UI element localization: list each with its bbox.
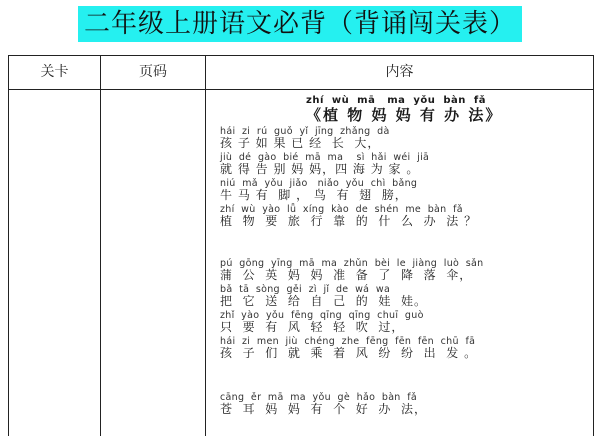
page-title: 二年级上册语文必背（背诵闯关表） xyxy=(78,6,522,42)
line-hanzi: 孩 子 们 就 乘 着 风 纷 纷 出 发 。 xyxy=(220,346,478,360)
line-pinyin: jiù dé gào bié mā ma sì hǎi wéi jiā xyxy=(220,152,430,163)
line-hanzi: 植 物 要 旅 行 靠 的 什 么 办 法 ？ xyxy=(220,214,478,228)
line-hanzi: 把 它 送 给 自 己 的 娃 娃。 xyxy=(220,294,428,308)
column-divider xyxy=(100,56,101,436)
line-hanzi: 只 要 有 风 轻 轻 吹 过， xyxy=(220,320,405,334)
recitation-table xyxy=(8,55,594,436)
line-pinyin: hái zi rú guǒ yǐ jīng zhǎng dà xyxy=(220,126,390,137)
line-pinyin: hái zi men jiù chéng zhe fēng fēn fēn chū fā xyxy=(220,336,476,347)
table-header-row xyxy=(9,56,593,90)
poem-line xyxy=(220,152,592,176)
header-content: 内容 xyxy=(385,64,414,80)
poem-line xyxy=(220,204,592,228)
poem-title-pinyin: zhí wù mā ma yǒu bàn fǎ xyxy=(306,95,486,106)
header-page: 页码 xyxy=(139,64,167,80)
poem-line xyxy=(220,258,592,282)
poem-line xyxy=(220,336,592,360)
line-hanzi: 孩 子 如 果 已 经 长 大， xyxy=(220,136,381,150)
line-hanzi: 苍 耳 妈 妈 有 个 好 办 法， xyxy=(220,402,428,416)
poem-line xyxy=(220,284,592,308)
poem-line xyxy=(220,392,592,416)
line-pinyin: pú gōng yīng mā ma zhǔn bèi le jiàng luò sǎn xyxy=(220,258,484,269)
line-pinyin: cāng ěr mā ma yǒu gè hǎo bàn fǎ xyxy=(220,392,418,403)
line-pinyin: bǎ tā sòng gěi zì jǐ de wá wa xyxy=(220,284,391,295)
line-hanzi: 牛 马 有 脚 ， 鸟 有 翅 膀， xyxy=(220,188,408,202)
poem-line xyxy=(220,126,592,150)
line-pinyin: zhí wù yào lǚ xíng kào de shén me bàn fǎ xyxy=(220,204,463,215)
poem-title xyxy=(306,95,566,123)
poem-line xyxy=(220,310,592,334)
line-hanzi: 蒲 公 英 妈 妈 准 备 了 降 落 伞， xyxy=(220,268,473,282)
title-wrap xyxy=(0,6,600,42)
poem-line xyxy=(220,178,592,202)
header-level: 关卡 xyxy=(40,64,69,80)
poem-title-hanzi: 《植 物 妈 妈 有 办 法》 xyxy=(306,106,503,124)
line-pinyin: niú mǎ yǒu jiǎo niǎo yǒu chì bǎng xyxy=(220,178,418,189)
column-divider xyxy=(205,56,206,436)
line-pinyin: zhǐ yào yǒu fēng qīng qīng chuī guò xyxy=(220,310,424,321)
line-hanzi: 就 得 告 别 妈 妈，四 海 为 家 。 xyxy=(220,162,420,176)
